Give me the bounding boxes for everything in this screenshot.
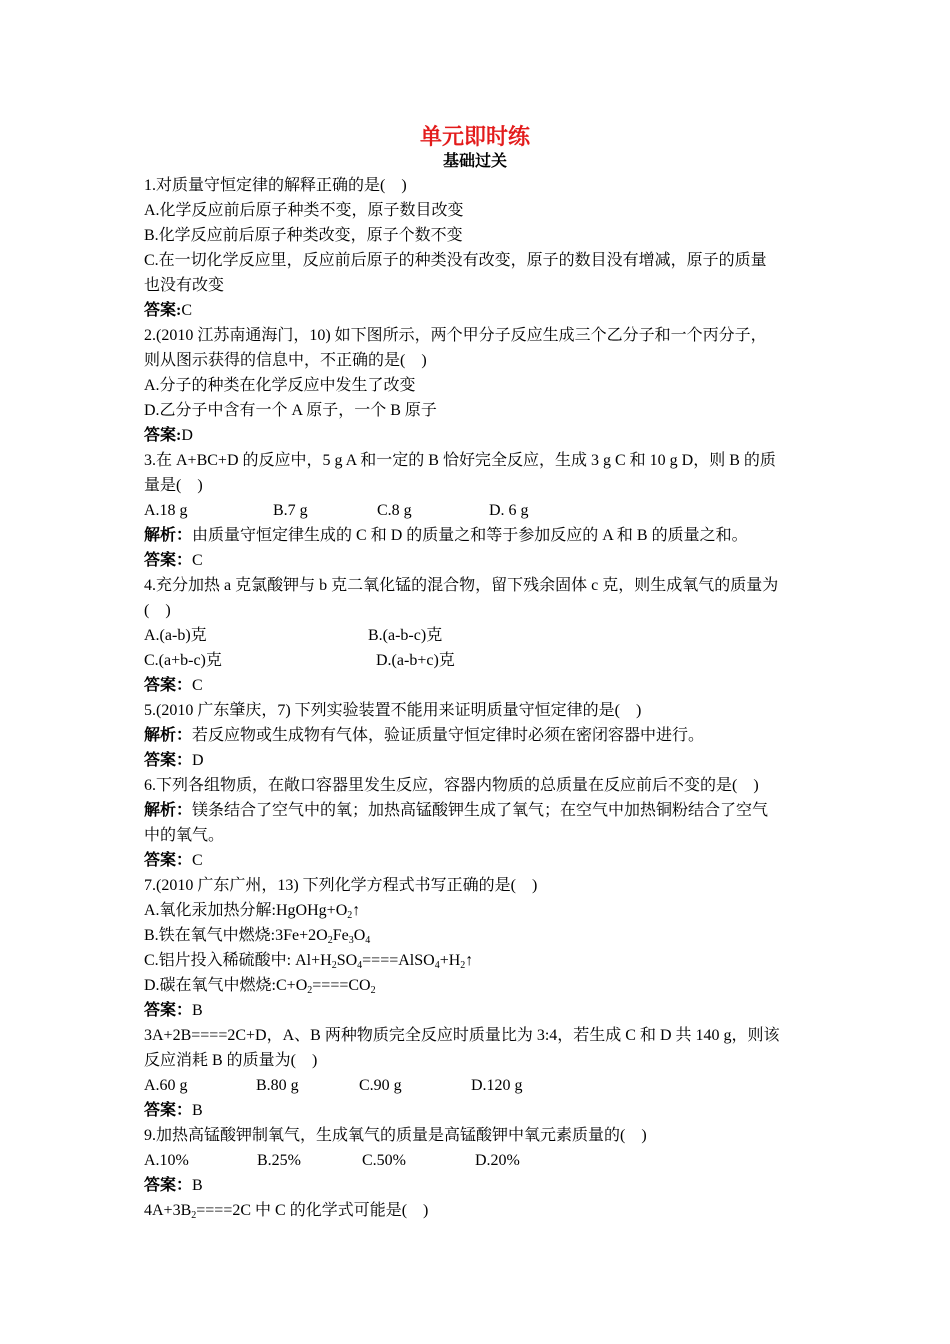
subscript: 2 (327, 935, 333, 946)
equation-text: A.氧化汞加热分解:HgOHg+O (144, 902, 348, 919)
equation-text: ====AlSO (362, 952, 435, 969)
q5-analysis (144, 723, 810, 748)
page-title: 单元即时练 (419, 124, 530, 149)
q8-option-c: C.90 g (359, 1077, 402, 1094)
subscript: 4 (357, 960, 363, 971)
answer-value: B (192, 1002, 203, 1019)
q9-option-a: A.10% (144, 1152, 189, 1169)
q2-option-d: D.乙分子中含有一个 A 原子，一个 B 原子 (144, 402, 437, 419)
q3-option-b: B.7 g (273, 502, 308, 519)
answer-value: B (192, 1102, 203, 1119)
equation-text: D.碳在氧气中燃烧:C+O (144, 977, 308, 994)
subscript: 2 (331, 960, 337, 971)
q3-analysis (144, 523, 810, 548)
q4-option-d: D.(a-b+c)克 (376, 652, 455, 669)
equation-text: O (353, 927, 366, 944)
equation-text: Fe (332, 927, 349, 944)
answer-label: 答案： (144, 552, 193, 569)
q3-option-a: A.18 g (144, 502, 188, 519)
answer-value: B (192, 1177, 203, 1194)
equation-text: C.铝片投入稀硫酸中: Al+H (144, 952, 332, 969)
answer-label: 答案： (144, 752, 193, 769)
q2-stem-line2: 则从图示获得的信息中，不正确的是( ) (144, 352, 427, 369)
q3-stem-line2: 量是( ) (144, 477, 203, 494)
q1-option-c-line1: C.在一切化学反应里，反应前后原子的种类没有改变，原子的数目没有增减，原子的质量 (144, 252, 767, 269)
answer-value: C (181, 302, 193, 319)
analysis-text: 镁条结合了空气中的氧；加热高锰酸钾生成了氧气；在空气中加热铜粉结合了空气 (192, 802, 769, 819)
gas-arrow: ↑ (352, 902, 361, 919)
q8-options (144, 1073, 810, 1098)
q8-option-b: B.80 g (256, 1077, 299, 1094)
q4-option-c: C.(a+b-c)克 (144, 652, 222, 669)
q9-option-d: D.20% (475, 1152, 520, 1169)
question-list (144, 173, 810, 1223)
subscript: 2 (307, 985, 313, 996)
q4-option-a: A.(a-b)克 (144, 627, 207, 644)
q9-answer (144, 1173, 810, 1198)
gas-arrow: ↑ (465, 952, 474, 969)
subscript: 3 (348, 935, 354, 946)
q7-option-b (144, 923, 810, 948)
q2-option-a: A.分子的种类在化学反应中发生了改变 (144, 377, 416, 394)
q6-stem: 6.下列各组物质，在敞口容器里发生反应，容器内物质的总质量在反应前后不变的是( ) (144, 777, 759, 794)
q8-answer (144, 1098, 810, 1123)
answer-label: 答案： (144, 1177, 193, 1194)
q4-option-b: B.(a-b-c)克 (368, 627, 443, 644)
q6-analysis-line2: 中的氧气。 (144, 827, 225, 844)
q4-stem-line1: 4.充分加热 a 克氯酸钾与 b 克二氧化锰的混合物，留下残余固体 c 克，则生成氧气的质量为 (144, 577, 779, 594)
analysis-text: 由质量守恒定律生成的 C 和 D 的质量之和等于参加反应的 A 和 B 的质量之和。 (192, 527, 748, 544)
analysis-label: 解析： (144, 802, 193, 819)
answer-label: 答案： (144, 1002, 193, 1019)
q6-answer (144, 848, 810, 873)
subscript: 2 (370, 985, 376, 996)
q4-stem-line2: ( ) (144, 602, 171, 619)
answer-value: D (192, 752, 204, 769)
answer-value: D (181, 427, 193, 444)
q9-option-b: B.25% (257, 1152, 301, 1169)
answer-label: 答案： (144, 852, 193, 869)
q3-option-d: D. 6 g (489, 502, 529, 519)
analysis-text: 若反应物或生成物有气体，验证质量守恒定律时必须在密闭容器中进行。 (192, 727, 705, 744)
answer-value: C (192, 852, 203, 869)
q3-option-c: C.8 g (377, 502, 412, 519)
q4-options-ab (144, 623, 810, 648)
q1-option-b: B.化学反应前后原子种类改变，原子个数不变 (144, 227, 463, 244)
q6-analysis-line1 (144, 798, 810, 823)
analysis-label: 解析： (144, 527, 193, 544)
q1-option-a: A.化学反应前后原子种类不变，原子数目改变 (144, 202, 464, 219)
q9-stem: 9.加热高锰酸钾制氧气，生成氧气的质量是高锰酸钾中氧元素质量的( ) (144, 1127, 647, 1144)
q1-answer (144, 298, 810, 323)
q4-options-cd (144, 648, 810, 673)
equation-text: +H (439, 952, 461, 969)
q5-answer (144, 748, 810, 773)
answer-label: 答案: (144, 302, 182, 319)
answer-label: 答案： (144, 677, 193, 694)
q1-stem: 1.对质量守恒定律的解释正确的是( ) (144, 177, 407, 194)
subscript: 2 (347, 910, 353, 921)
subscript: 4 (365, 935, 371, 946)
answer-label: 答案： (144, 1102, 193, 1119)
answer-value: C (192, 677, 203, 694)
q8-option-a: A.60 g (144, 1077, 188, 1094)
subscript: 2 (460, 960, 466, 971)
q7-option-a (144, 898, 810, 923)
q2-stem-line1: 2.(2010 江苏南通海门，10) 如下图所示，两个甲分子反应生成三个乙分子和一个丙分子， (144, 327, 767, 344)
equation-text: 4A+3B (144, 1202, 192, 1219)
q3-options (144, 498, 810, 523)
equation-text: SO (336, 952, 358, 969)
q7-stem: 7.(2010 广东广州，13) 下列化学方程式书写正确的是( ) (144, 877, 538, 894)
q5-stem: 5.(2010 广东肇庆，7) 下列实验装置不能用来证明质量守恒定律的是( ) (144, 702, 642, 719)
equation-text: ====CO (312, 977, 371, 994)
analysis-label: 解析： (144, 727, 193, 744)
q8-option-d: D.120 g (471, 1077, 523, 1094)
section-subtitle: 基础过关 (442, 153, 507, 170)
q7-answer (144, 998, 810, 1023)
answer-value: C (192, 552, 203, 569)
q9-option-c: C.50% (362, 1152, 406, 1169)
equation-text: B.铁在氧气中燃烧:3Fe+2O (144, 927, 328, 944)
q8-stem-line2: 反应消耗 B 的质量为( ) (144, 1052, 318, 1069)
equation-text: ====2C 中 C 的化学式可能是( ) (196, 1202, 429, 1219)
q10-stem (144, 1198, 810, 1223)
q7-option-c (144, 948, 810, 973)
q1-option-c-line2: 也没有改变 (144, 277, 225, 294)
q7-option-d (144, 973, 810, 998)
subscript: 2 (191, 1210, 197, 1221)
q3-answer (144, 548, 810, 573)
q9-options (144, 1148, 810, 1173)
q8-stem-line1: 3A+2B====2C+D，A、B 两种物质完全反应时质量比为 3:4，若生成 C 和 D 共 140 g，则该 (144, 1027, 780, 1044)
q4-answer (144, 673, 810, 698)
subscript: 4 (434, 960, 440, 971)
answer-label: 答案: (144, 427, 182, 444)
q3-stem-line1: 3.在 A+BC+D 的反应中，5 g A 和一定的 B 恰好完全反应，生成 3 g C 和 10 g D，则 B 的质 (144, 452, 776, 469)
q2-answer (144, 423, 810, 448)
